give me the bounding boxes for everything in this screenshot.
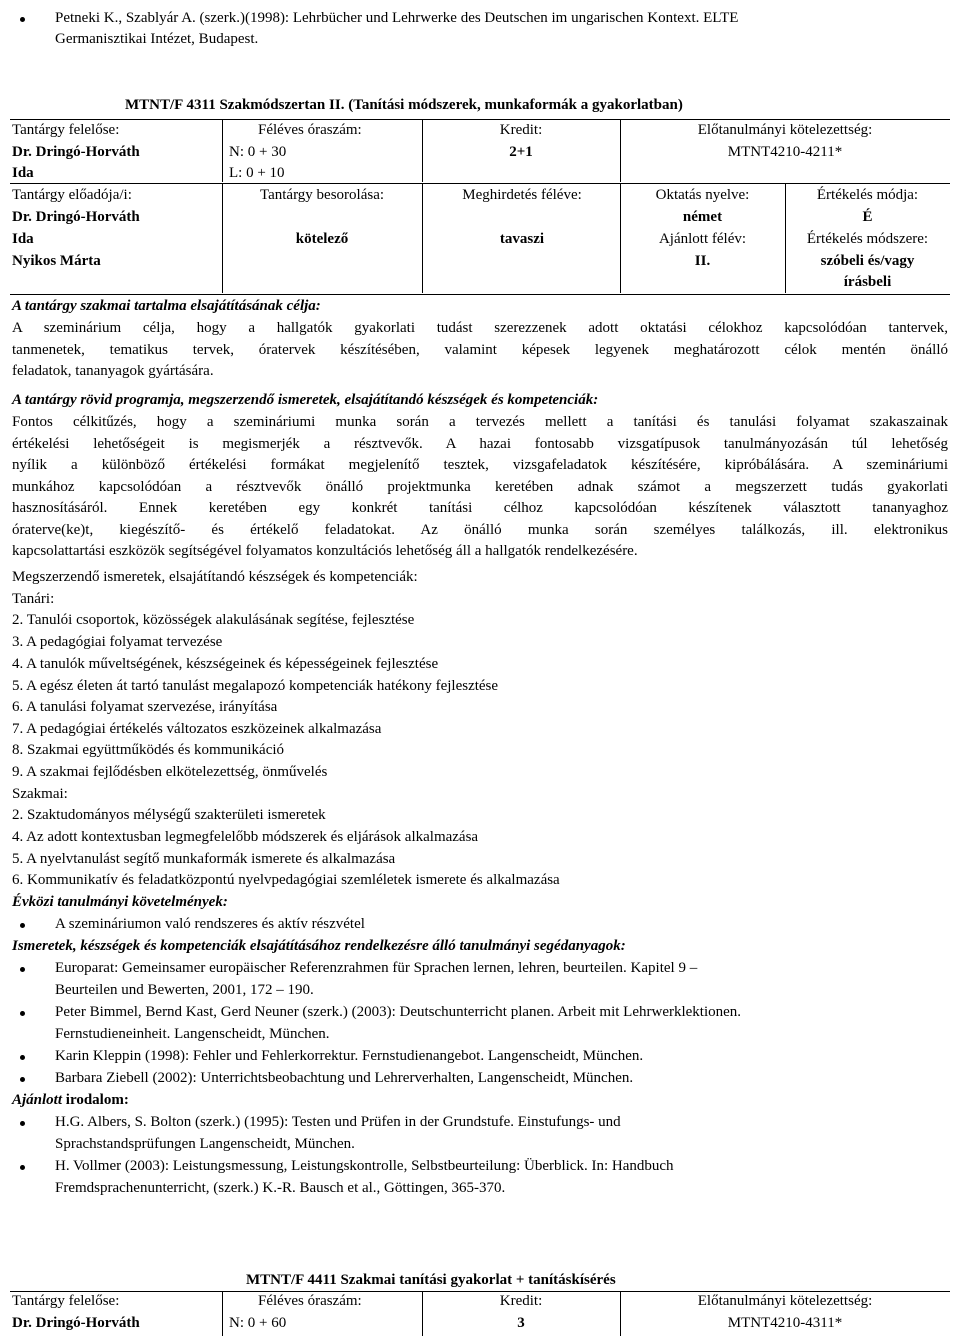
list-item: 9. A szakmai fejlődésben elkötelezettség, önművelés <box>12 764 328 780</box>
evaluation-mode-label: Értékelés módja: <box>816 187 919 203</box>
list-item: 2. Szaktudományos mélységű szakterületi ismeretek <box>12 807 326 823</box>
list-item: 7. A pedagógiai értékelés változatos eszközeinek alkalmazása <box>12 721 382 737</box>
prerequisite-value: MTNT4210-4211* <box>727 144 843 160</box>
prerequisite-label: Előtanulmányi kötelezettség: <box>697 1293 873 1309</box>
lecturer-label: Tantárgy előadója/i: <box>12 187 132 203</box>
table-rule <box>10 294 950 295</box>
paragraph-line: feladatok, tananyagok gyártására. <box>12 363 214 379</box>
list-item-continuation: Beurteilen und Bewerten, 2001, 172 – 190. <box>55 982 314 998</box>
paragraph-line: tanmenetek, tematikus tervek, óratervek készítésében, valamint képesek legyenek meghatározott célok mentén önálló <box>12 341 948 358</box>
list-item-continuation: Fernstudieneinheit. Langenscheidt, München. <box>55 1026 330 1042</box>
bullet-icon <box>20 1165 25 1170</box>
list-item: 5. A egész életen át tartó tanulást megalapozó kompetenciák hatékony fejlesztése <box>12 678 499 694</box>
paragraph-line: munkához kapcsolódóan a résztvevők önálló projektmunka keretében adnak számot a megszerzett tudás gyakorlati <box>12 478 948 495</box>
aim-heading: A tantárgy szakmai tartalma elsajátításának célja: <box>12 298 321 314</box>
bullet-icon <box>20 1011 25 1016</box>
paragraph-line: kapcsolattartási eszközök segítségével folyamatos konzultációs lehetőség áll a hallgatók rendelkezésére. <box>12 543 638 559</box>
list-item: 3. A pedagógiai folyamat tervezése <box>12 634 223 650</box>
bullet-icon <box>20 1121 25 1126</box>
paragraph-line: A szeminárium célja, hogy a hallgatók gyakorlati tudást szerezzenek adott oktatási célokhoz kapcsolódóan tantervek, <box>12 320 948 336</box>
semester-value: tavaszi <box>499 231 545 247</box>
prerequisite-value: MTNT4210-4311* <box>727 1315 843 1331</box>
credit-value: 3 <box>517 1315 525 1331</box>
hours-label: Féléves óraszám: <box>258 122 362 138</box>
list-item-continuation: Sprachstandsprüfungen Langenscheidt, München. <box>55 1136 355 1152</box>
list-item: 6. Kommunikatív és feladatközpontú nyelvpedagógiai szemléletek ismerete és alkalmazása <box>12 872 560 888</box>
table-rule <box>222 1291 223 1336</box>
hours-n: N: 0 + 60 <box>229 1315 287 1331</box>
list-item: H.G. Albers, S. Bolton (szerk.) (1995): Testen und Prüfen in der Grundstufe. Einstufungs- und <box>55 1114 621 1130</box>
professional-label: Szakmai: <box>12 786 68 802</box>
responsible-label: Tantárgy felelőse: <box>12 1293 120 1309</box>
paragraph-line: Fontos célkitűzés, hogy a szemináriumi munka során a tervezés mellett a tanítási és tanulási folyamat szakaszainak <box>12 414 948 430</box>
list-item: Barbara Ziebell (2002): Unterrichtsbeobachtung und Lehrerverhalten, Langenscheidt, München. <box>55 1070 634 1086</box>
list-item: Europarat: Gemeinsamer europäischer Referenzrahmen für Sprachen lernen, lehren, beurteilen. Kapitel 9 – <box>55 960 698 976</box>
teacher-label: Tanári: <box>12 591 55 607</box>
evaluation-mode-value: É <box>862 209 873 225</box>
list-item: 6. A tanulási folyamat szervezése, irányítása <box>12 699 278 715</box>
recommended-heading <box>12 1090 129 1112</box>
lecturer-name: Dr. Dringó-Horváth <box>12 209 140 225</box>
table-rule <box>222 119 223 182</box>
credit-label: Kredit: <box>499 122 543 138</box>
bullet-icon <box>20 17 25 22</box>
lecturer-name: Ida <box>12 231 34 247</box>
evaluation-method-value: írásbeli <box>843 274 892 290</box>
list-item: H. Vollmer (2003): Leistungsmessung, Leistungskontrolle, Selbstbeurteilung: Überblick. In: Handbuch <box>55 1158 674 1174</box>
evaluation-method-value: szóbeli és/vagy <box>820 253 915 269</box>
hours-n: N: 0 + 30 <box>229 144 287 160</box>
responsible-name: Ida <box>12 165 34 181</box>
classification-value: kötelező <box>295 231 349 247</box>
competencies-heading: Megszerzendő ismeretek, elsajátítandó készségek és kompetenciák: <box>12 569 418 585</box>
semester-label: Meghirdetés féléve: <box>462 187 582 203</box>
bullet-icon <box>20 923 25 928</box>
paragraph-line: értékelési lehetőségeit is megismerjék a résztvevők. A hazai fontosabb vizsgatípusok tanulmányozásán túl lehetőség <box>12 435 948 452</box>
reference-line: Petneki K., Szablyár A. (szerk.)(1998): Lehrbücher und Lehrwerke des Deutschen im ungarischen Kontext. ELTE <box>55 10 739 26</box>
bullet-icon <box>20 967 25 972</box>
lecturer-name: Nyikos Márta <box>12 253 101 269</box>
paragraph-line: hasznosításáról. Ennek keretében egy konkrét tanítási célhoz kapcsolódóan készítenek választott tananyaghoz <box>12 500 948 516</box>
paragraph-line: nyílik a különböző értékelési formákat megjelenítő tesztek, vizsgafeladatok készítésére, kipróbálására. A szemináriumi <box>12 457 948 473</box>
list-item-continuation: Fremdsprachenunterricht, (szerk.) K.-R. Bausch et al., Göttingen, 365-370. <box>55 1180 506 1196</box>
recommended-heading-suffix: irodalom: <box>62 1092 129 1108</box>
course-title: MTNT/F 4411 Szakmai tanítási gyakorlat + tanításkísérés <box>246 1272 616 1288</box>
aim-paragraph <box>12 318 948 383</box>
responsible-name: Dr. Dringó-Horváth <box>12 1315 140 1331</box>
bullet-icon <box>20 1077 25 1082</box>
program-heading: A tantárgy rövid programja, megszerzendő ismeretek, elsajátítandó készségek és kompetenciák: <box>12 392 599 408</box>
recommended-semester-label: Ajánlott félév: <box>658 231 747 247</box>
course-title: MTNT/F 4311 Szakmódszertan II. (Tanítási módszerek, munkaformák a gyakorlatban) <box>125 97 683 113</box>
materials-heading: Ismeretek, készségek és kompetenciák elsajátításához rendelkezésre álló tanulmányi segédanyagok: <box>12 938 626 954</box>
list-item: A szemináriumon való rendszeres és aktív részvétel <box>55 916 365 932</box>
hours-label: Féléves óraszám: <box>258 1293 362 1309</box>
paragraph-line: óraterve(ke)t, kiegészítő- és értékelő feladatokat. Az önálló munka során személyes találkozás, ill. elektronikus <box>12 521 948 538</box>
requirements-heading: Évközi tanulmányi követelmények: <box>12 894 228 910</box>
language-label: Oktatás nyelve: <box>655 187 750 203</box>
credit-label: Kredit: <box>499 1293 543 1309</box>
list-item: Peter Bimmel, Bernd Kast, Gerd Neuner (szerk.) (2003): Deutschunterricht planen. Arbeit mit Lehrwerklektionen. <box>55 1004 742 1020</box>
list-item: Karin Kleppin (1998): Fehler und Fehlerkorrektur. Fernstudienangebot. Langenscheidt, München. <box>55 1048 644 1064</box>
responsible-label: Tantárgy felelőse: <box>12 122 120 138</box>
recommended-semester-value: II. <box>694 253 711 269</box>
responsible-name: Dr. Dringó-Horváth <box>12 144 140 160</box>
evaluation-method-label: Értékelés módszere: <box>806 231 929 247</box>
program-paragraph <box>12 412 948 563</box>
list-item: 5. A nyelvtanulást segítő munkaformák ismerete és alkalmazása <box>12 851 396 867</box>
list-item: 4. A tanulók műveltségének, készségeinek és képességeinek fejlesztése <box>12 656 439 672</box>
credit-value: 2+1 <box>509 144 533 160</box>
reference-line: Germanisztikai Intézet, Budapest. <box>55 31 259 47</box>
classification-label: Tantárgy besorolása: <box>259 187 385 203</box>
hours-l: L: 0 + 10 <box>229 165 285 181</box>
table-rule <box>10 183 950 184</box>
prerequisite-label: Előtanulmányi kötelezettség: <box>697 122 873 138</box>
recommended-heading-prefix: Ajánlott <box>12 1092 63 1108</box>
bullet-icon <box>20 1055 25 1060</box>
list-item: 8. Szakmai együttműködés és kommunikáció <box>12 742 285 758</box>
list-item: 4. Az adott kontextusban legmegfelelőbb módszerek és eljárások alkalmazása <box>12 829 479 845</box>
language-value: német <box>682 209 723 225</box>
list-item: 2. Tanulói csoportok, közösségek alakulásának segítése, fejlesztése <box>12 612 415 628</box>
